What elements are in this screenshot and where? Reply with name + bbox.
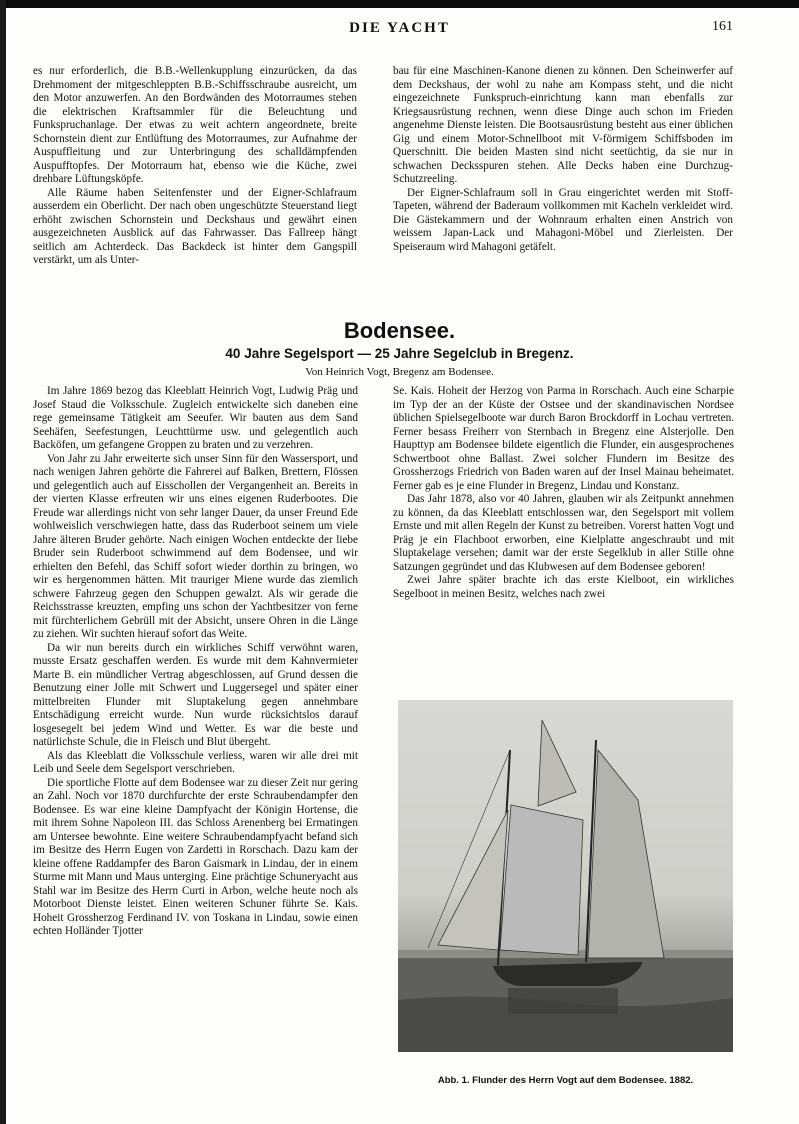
paragraph: Zwei Jahre später brachte ich das erste Kielboot, ein wirkliches Segelboot in meinen Besitz, welches nach zwei — [393, 574, 734, 600]
paragraph: Im Jahre 1869 bezog das Kleeblatt Heinrich Vogt, Ludwig Präg und Josef Staud die Volksschule. Zugleich entwickelte sich daneben eine rege gemeinsame Tätigkeit am Seeufer. Wir bauten aus dem Sand Seehäfen, Seefestungen, Leuchttürme usw. und gelegentlich auch Backöfen, um gefangene Groppen zu braten und zu verzehren. — [33, 385, 358, 451]
page-number: 161 — [712, 19, 733, 34]
paragraph: Se. Kais. Hoheit der Herzog von Parma in Rorschach. Auch eine Scharpie im Typ der an der Küste der Ostsee und der skandinavischen Nordsee üblichen Spielsegelboote war durch Baron Brockdorff in Lochau vertreten. Ferner besass Freiherr von Sternbach in Bregenz eine Alsterjolle. Den Haupttyp am Bodensee bildete eigentlich die Flunder, ein ausgesprochenes Schwertboot ohne Ballast. Zwei solcher Flundern im Besitze des Grossherzogs Friedrich von Baden waren auf der Insel Mainau beheimatet. Ferner gab es je eine Flunder in Bregenz, Lindau und Konstanz. — [393, 385, 734, 492]
paragraph: Da wir nun bereits durch ein wirkliches Schiff verwöhnt waren, musste Ersatz geschaffen werden. Es wurde mit dem Kahnvermieter Marte B. ein mündlicher Vertrag abgeschlossen, auf Grund dessen die Benutzung einer Jolle mit Schwert und Luggersegel und später einer mittelbreiten Flunder mit Sluptakelung gegen annehmbare Entschädigung erreicht wurde. Nun wurde rücksichtslos darauf losgesegelt bei jedem Wind und Wetter. Es war die beste und natürlichste Schule, die in Fleisch und Blut übergeht. — [33, 641, 358, 748]
paragraph: Das Jahr 1878, also vor 40 Jahren, glauben wir als Zeitpunkt annehmen zu können, da das Kleeblatt entschlossen war, den Segelsport mit vollem Ernste und mit allen Regeln der Kunst zu betreiben. Vorerst hatten Vogt und Präg je ein Flachboot erworben, eine Kielplatte angeschraubt und mit Sluptakelage versehen; damit war der erste Segelklub in aller Stille ohne Satzungen gegründet und das Klubwesen auf dem Bodensee geboren! — [393, 493, 734, 573]
paragraph: es nur erforderlich, die B.B.-Wellenkupplung einzurücken, da das Drehmoment der mitgeschleppten B.B.-Schiffsschraube ausreicht, um den Motor anzuwerfen. An den Bordwänden des Motorraumes stehen die elektrischen Kraftsammler für die Beleuchtung und Funkspruchanlage. Der etwas zu weit achtern angeordnete, breite Schornstein dient zur Entlüftung des Motorraumes, zur Aufnahme der Auspuffleitung und zur Unterbringung des schalldämpfenden Auspufftopfes. Der Motorraum hat, ebenso wie die Küche, zwei drehbare Lüftungsköpfe. — [33, 65, 357, 185]
bottom-left-column — [33, 385, 358, 939]
figure-caption: Abb. 1. Flunder des Herrn Vogt auf dem Bodensee. 1882. — [437, 1075, 694, 1086]
article-subtitle: 40 Jahre Segelsport — 25 Jahre Segelclub in Bregenz. — [225, 346, 574, 361]
paragraph: bau für eine Maschinen-Kanone dienen zu können. Den Scheinwerfer auf dem Deckshaus, der wohl zu nahe am Kompass steht, und die nicht eingezeichnete Funkspruch-einrichtung kann man ebenfalls zur Kriegsausrüstung rechnen, wenn diese Dinge auch schon im Frieden angenehme Dienste leisten. Die Bootsausrüstung besteht aus einer üblichen Gig und einem Motor-Schnellboot mit V-förmigem Schiffsboden im Querschnitt. Die beiden Masten sind nicht seetüchtig, da sie nur in schwachen Decksspuren stehen. Alle Decks haben eine Durchzug-Schutzreeling. — [393, 65, 733, 185]
paragraph: Alle Räume haben Seitenfenster und der Eigner-Schlafraum ausserdem ein Oberlicht. Der nach oben ungeschützte Steuerstand liegt erhöht zwischen Schornstein und Deckshaus und gewährt einen ausgezeichneten Ausblick auf das Fahrwasser. Das Fallreep hängt seitlich am Achterdeck. Das Backdeck ist hinter dem Gangspill verstärkt, um als Unter- — [33, 186, 357, 266]
scan-border-left — [0, 0, 6, 1124]
sailboat-photo — [398, 700, 733, 1052]
scan-border-top — [0, 0, 799, 8]
running-header: DIE YACHT — [349, 20, 450, 36]
paragraph: Der Eigner-Schlafraum soll in Grau eingerichtet werden mit Stoff-Tapeten, während der Baderaum vollkommen mit Kacheln verkleidet wird. Die Gästekammern und der Wohnraum erhalten einen Anstrich von weissem Japan-Lack und Mahagoni-Möbel und Zierleisten. Der Speiseraum wird Mahagoni getäfelt. — [393, 186, 733, 253]
sailboat-illustration — [398, 700, 733, 1052]
top-right-column — [393, 65, 733, 254]
paragraph: Als das Kleeblatt die Volksschule verliess, waren wir alle drei mit Leib und Seele dem Segelsport verschrieben. — [33, 749, 358, 775]
paragraph: Von Jahr zu Jahr erweiterte sich unser Sinn für den Wassersport, und nach wenigen Jahren gehörte die Fahrerei auf Balken, Brettern, Flössen und gelegentlich auch auf Eisschollen der Vergangenheit an. Bereits in der vierten Klasse erfreuten wir uns eines eigenen Ruderbootes. Die Freude war allerdings nicht von sehr langer Dauer, da unser Freund Ede wohlweislich verschwiegen hatte, dass das Ruderboot seinem um viele Jahre älteren Bruder gehörte. Nach einigen Wochen entdeckte der liebe Bruder sein Ruderboot schwimmend auf dem Bodensee, und wir erhielten den Befehl, das Schiff sofort wieder dorthin zu bringen, wo wir es hergenommen hätten. Mit trauriger Miene wurde das ziemlich schwere Fahrzeug gegen den Schuppen gewalzt. Als wir gerade die Reichsstrasse kreuzten, empfing uns schon der Yachtbesitzer von ferne mit fürchterlichem Gebrüll mit der Absicht, unsere Ohren in die Länge zu ziehen. Wir suchten hierauf sofort das Weite. — [33, 452, 358, 640]
article-title: Bodensee. — [343, 318, 456, 343]
article-byline: Von Heinrich Vogt, Bregenz am Bodensee. — [305, 366, 494, 378]
paragraph: Die sportliche Flotte auf dem Bodensee war zu dieser Zeit nur gering an Zahl. Noch vor 1870 durchfurchte der erste Schraubendampfer den Bodensee. Es war eine kleine Dampfyacht der Königin Hortense, die mit ihrem Sohne Napoleon III. das Schloss Arenenberg bei Ermatingen am Untersee bewohnte. Eine weitere Schraubendampfyacht befand sich im Besitze des Herrn Eugen von Zardetti in Rorschach. Dazu kam der kleine offene Raddampfer des Baron Gaismark in Lindau, der in einem Sturme mit Mann und Maus unterging. Eine prächtige Schuneryacht aus Stahl war im Besitze des Herrn Curti in Arbon, welche heute noch als Motorboot Dienste leistet. Einen weiteren Schuner führte Se. Kais. Hoheit Grossherzog Ferdinand IV. von Toskana in Lindau, sowie einen echten Holländer Tjotter — [33, 776, 358, 937]
bottom-right-column — [393, 385, 734, 601]
top-left-column — [33, 65, 357, 268]
